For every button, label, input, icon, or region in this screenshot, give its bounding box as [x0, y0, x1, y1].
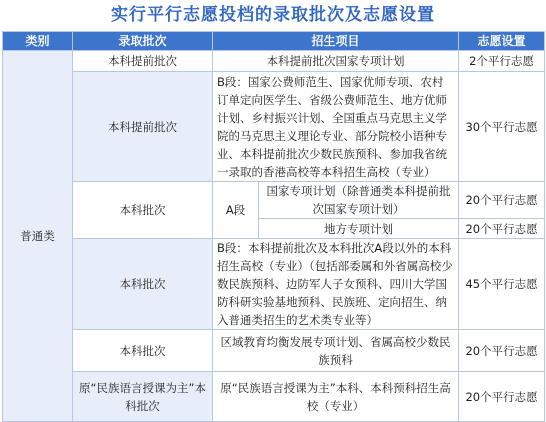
header-batch: 录取批次 — [73, 32, 213, 51]
setting-cell: 20个平行志愿 — [459, 219, 545, 239]
table-header-row — [3, 32, 545, 51]
project-cell: 区域教育均衡发展专项计划、省属高校少数民族预科 — [213, 330, 459, 372]
setting-cell: 30个平行志愿 — [459, 72, 545, 182]
header-category: 类别 — [3, 32, 73, 51]
table-row — [3, 72, 545, 182]
table-row — [3, 239, 545, 330]
project-cell: 地方专项计划 — [259, 219, 459, 239]
table-row — [3, 51, 545, 72]
setting-cell: 2个平行志愿 — [459, 51, 545, 72]
category-cell: 普通类 — [3, 51, 73, 422]
batch-cell: 本科提前批次 — [73, 72, 213, 182]
batch-cell: 本科提前批次 — [73, 51, 213, 72]
admission-table — [2, 31, 545, 422]
setting-cell: 20个平行志愿 — [459, 372, 545, 422]
batch-cell: 本科批次 — [73, 330, 213, 372]
header-project: 招生项目 — [213, 32, 459, 51]
project-cell: B段：本科提前批次及本科批次A段以外的本科招生高校（专业）（包括部委属和外省属高校少数民族预科、边防军人子女预科、四川大学国防科研实验基地预科、民族班、定向招生、纳入普通类招生的艺术类专业等） — [213, 239, 459, 330]
subgroup-cell: A段 — [213, 182, 259, 239]
setting-cell: 20个平行志愿 — [459, 330, 545, 372]
table-row — [3, 330, 545, 372]
project-cell: 本科提前批次国家专项计划 — [213, 51, 459, 72]
project-cell: 原“民族语言授课为主”本科、本科预科招生高校（专业） — [213, 372, 459, 422]
project-cell: 国家专项计划（除普通类本科提前批次国家专项计划） — [259, 182, 459, 219]
batch-cell: 本科批次 — [73, 182, 213, 239]
batch-cell: 本科批次 — [73, 239, 213, 330]
setting-cell: 45个平行志愿 — [459, 239, 545, 330]
page-title: 实行平行志愿投档的录取批次及志愿设置 — [111, 5, 435, 25]
header-setting: 志愿设置 — [459, 32, 545, 51]
setting-cell: 20个平行志愿 — [459, 182, 545, 219]
project-cell: B段：国家公费师范生、国家优师专项、农村订单定向医学生、省级公费师范生、地方优师计划、乡村振兴计划、全国重点马克思主义学院的马克思主义理论专业、部分院校小语种专业、本科提前批次少数民族预科、参加我省统一录取的香港高校等本科招生高校（专业） — [213, 72, 459, 182]
table-row — [3, 182, 545, 219]
batch-cell: 原“民族语言授课为主”本科批次 — [73, 372, 213, 422]
table-row — [3, 372, 545, 422]
